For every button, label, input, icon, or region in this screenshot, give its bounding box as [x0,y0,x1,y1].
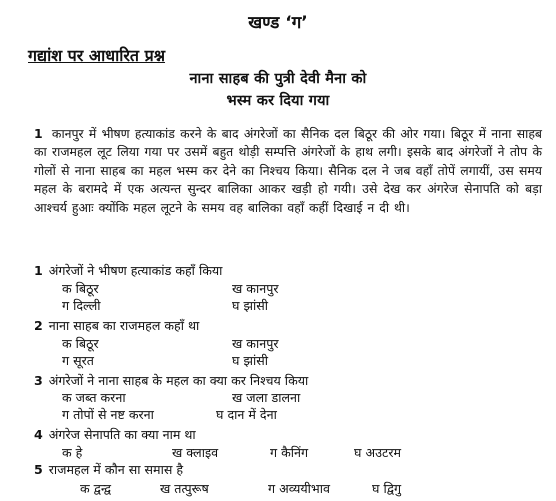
question-5-option-a: क द्वन्द्व [80,481,111,496]
question-1-number: 1 [34,263,43,278]
question-1-option-a: क बिठूर [62,281,99,296]
question-2-option-b: ख कानपुर [232,336,279,351]
question-3 [34,373,308,389]
question-2-option-a: क बिठूर [62,336,99,351]
question-5-text: राजमहल में कौन सा समास है [48,462,184,477]
question-5 [34,462,183,478]
passage-number: 1 [34,126,43,141]
question-5-option-c: ग अव्ययीभाव [268,481,331,496]
question-3-option-b: ख जला डालना [232,390,301,405]
question-4-option-c: ग कैनिंग [270,445,309,460]
question-1-option-b: ख कानपुर [232,281,279,296]
section-title: खण्ड ‘ग’ [248,13,308,33]
question-2-option-c: ग सूरत [62,353,94,368]
question-3-option-c: ग तोपों से नष्ट करना [62,407,154,422]
question-4-option-d: घ अउटरम [354,445,401,460]
passage-text: कानपुर में भीषण हत्याकांड करने के बाद अंगरेजों का सैनिक दल बिठूर की ओर गया। बिठूर में नाना साहब का राजमहल लूट लिया गया पर उसमें बहुत थोड़ी सम्पत्ति अंगरेजों के हाथ लगी। इसके बाद अंगरेजों ने तोप के गोलों से नाना साहब का महल भस्म कर देने का निश्चय किया। सैनिक दल ने जब वहाँ तोपें लगायीं, उस समय महल के बरामदे में एक अत्यन्त सुन्दर बालिका आकर खड़ी हो गयी। उसे देख कर अंगरेज सेनापति को बड़ा आश्चर्य हुआः क्योंकि महल लूटने के समय वह बालिका वहाँ कहीं दिखाई न दी थी। [34,126,542,215]
question-1-option-d: घ झांसी [232,298,269,313]
question-3-number: 3 [34,373,43,388]
question-2-number: 2 [34,318,43,333]
subheading: गद्यांश पर आधारित प्रश्न [28,46,166,65]
question-4-text: अंगरेज सेनापति का क्या नाम था [48,427,196,442]
question-2 [34,318,199,334]
question-4-number: 4 [34,427,43,442]
question-3-option-a: क जब्त करना [62,390,126,405]
question-5-number: 5 [34,462,43,477]
question-4-option-b: ख क्लाइव [172,445,219,460]
question-1-text: अंगरेजों ने भीषण हत्याकांड कहाँ किया [48,263,223,278]
question-1 [34,263,222,279]
question-3-text: अंगरेजों ने नाना साहब के महल का क्या कर निश्चय किया [48,373,309,388]
passage-title-line-1: नाना साहब की पुत्री देवी मैना को [189,71,367,87]
question-3-option-d: घ दान में देना [216,407,277,422]
question-2-text: नाना साहब का राजमहल कहाँ था [48,318,200,333]
question-2-option-d: घ झांसी [232,353,269,368]
question-4 [34,427,196,443]
passage-title-line-2: भस्म कर दिया गया [226,93,330,109]
passage-paragraph [34,125,542,217]
question-1-option-c: ग दिल्ली [62,298,101,313]
question-4-option-a: क हे [62,445,83,460]
question-5-option-b: ख तत्पुरूष [160,481,209,496]
question-5-option-d: घ द्विगु [372,481,402,496]
